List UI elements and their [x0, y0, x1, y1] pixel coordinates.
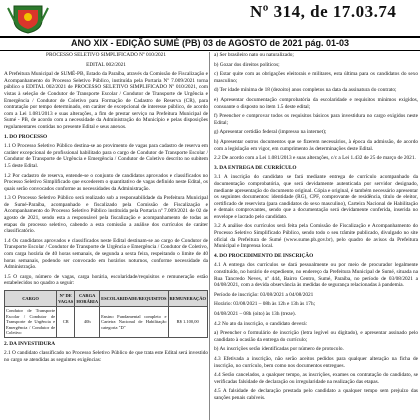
- table-cell: Ensino Fundamental completo e Carteira Nacional de Habilitação categoria "D": [100, 307, 168, 338]
- masthead: [0, 0, 420, 38]
- list-item: f) Preencher e comprovar todos os requisitos básicos para investidura no cargo exigidos neste Edital;: [214, 113, 418, 126]
- process-title: PROCESSO SELETIVO SIMPLIFICADO Nº 010/2021: [46, 52, 166, 58]
- list-item: e) Apresentar documentação comprobatória da escolaridade e requisitos mínimos exigidos, consoante o disposto no item 1.5 deste edital;: [214, 96, 418, 110]
- table-cell: R$ 1.100,00: [168, 307, 208, 338]
- list-item: a) Ser brasileiro nato ou naturalizado;: [214, 52, 294, 58]
- table-header-cell: Nº DE VAGAS: [57, 291, 75, 307]
- paragraph: 2.1 O candidato classificado no Processo Seletivo Público de que trata este Edital será investido no cargo se atendidas as seguintes exigências:: [4, 350, 208, 363]
- table-header-cell: ESCOLARIDADE/REQUISITOS: [100, 291, 168, 307]
- section-heading: 2. DA INVESTIDURA: [4, 340, 56, 347]
- table-cell: Condutor de Transporte Escolar / Condutor de Transporte de Urgência e Emergência / Condutor de Coletivo: [6, 308, 56, 335]
- section-heading: 1. DO PROCESSO: [4, 133, 48, 140]
- list-item: d) Ter idade mínima de 18 (dezoito) anos completos na data da assinatura do contrato;: [214, 87, 397, 94]
- paragraph: 4.5 A falsidade de declaração prestada pelo candidato a qualquer tempo sem prejuízo das sanções penais cabíveis.: [214, 388, 418, 401]
- section-heading: 3. DA ENTREGA DE CURRÍCULO: [214, 164, 297, 171]
- inscription-period: Período de inscrição: 03/08/2021 a 04/08/2021: [214, 291, 314, 298]
- table-row: [5, 307, 208, 338]
- paragraph: 1.5 O cargo, número de vagas, carga horária, escolaridade/requisitos e remuneração estão estabelecidos no quadro a seguir:: [4, 273, 208, 287]
- table-header-row: [5, 291, 208, 307]
- paragraph: 3.1 A inscrição do candidato se fará mediante entrega de currículo acompanhado da documentação comprobatória, que será devidamente autenticada por servidor designado, mediante apresentação do documento original. Cópia e original, é também necessário apresentar os seguintes documentos: identidade (RG), CPF, comprovante de residência, título de eleitor, certificado de reservista (para candidatos do sexo masculino), Carteira Nacional de Habilitação e demais comprovantes, sendo que a documentação será devidamente conferida, inserida no envelope e lacrado pelo candidato.: [214, 174, 418, 220]
- table-header-cell: REMUNERAÇÃO: [168, 291, 208, 307]
- edital-title: EDITAL 002/2021: [86, 61, 126, 68]
- paragraph: 4.4 Serão cancelados, a qualquer tempo, as inscrições, exames ou contratação do candidato, se verificadas falsidade de declaração ou irregularidade na realização das etapas.: [214, 372, 418, 385]
- intro-paragraph: A Prefeitura Municipal de SUMÉ-PB, Estado da Paraíba, através da Comissão de Fiscalização e Acompanhamento do Processo Seletivo Público, instituída pela Portaria Nº 7.009/2021 torna público o EDITAL 002/2021 de PROCESSO SELETIVO SIMPLIFICADO Nº 010/2021, com vistas à seleção de Condutor de Transporte Escolar / Condutor de Transporte de Urgência e Emergência / Condutor de Coletivo para Formação de Cadastro de Reserva (CR), para contratação por tempo determinado, em caráter de excepcional de interesse público, de acordo com a Lei 1.081/2013 e suas alterações, a fim de prestar serviço na Prefeitura Municipal de Sumé - PB, de acordo com a necessidade da Administração do Município e pelas disposições regulamentares contidas no presente Edital e seus anexos.: [4, 71, 208, 130]
- list-item: c) Estar quite com as obrigações eleitorais e militares, esta última para os candidatos do sexo masculino;: [214, 71, 418, 84]
- lei-number: Nº 314, de 17.03.74: [250, 2, 397, 21]
- list-item: a) Preencher o formulário de inscrição (letra legível ou digitado), e apresentar assinado pelo candidato à ocasião da entrega do currículo;: [214, 330, 418, 343]
- edition-line: ANO XIX - EDIÇÃO SUMÉ (PB) 03 de AGOSTO de 2021 pág. 01-03: [0, 38, 420, 51]
- list-item: b) As inscrições serão identificadas por número de protocolo.: [214, 346, 344, 353]
- inscription-hours: Horário: 03/08/2021 – 08h às 12h e 13h às 17h;: [214, 301, 316, 308]
- paragraph: 1.4 Os candidatos aprovados e classificados neste Edital destinam-se ao cargo de Condutor de Transporte Escolar / Condutor de Transporte de Urgência e Emergência / Condutor de Coletivo, com carga horária de 40 horas semanais, de segunda a sexta feira, respeitando o limite de 40 horas semanais, podendo ser convocado em horários noturnos, conforme necessidade da Administração.: [4, 237, 208, 271]
- paragraph: 1.1 O Processo Seletivo Público destina-se ao provimento de vagas para cadastro de reserva em caráter excepcional de profissional habilitado para o cargo de Condutor de Transporte Escolar / Condutor de Transporte de Urgência e Emergência / Condutor de Coletivo descrito no subitem 1.5 deste Edital.: [4, 143, 208, 169]
- table-cell: CR: [57, 307, 75, 338]
- column-divider: [209, 52, 210, 420]
- right-column: [214, 52, 418, 405]
- table-header-cell: CARGA HORÁRIA: [75, 291, 100, 307]
- paragraph: 2.2 De acordo com a Lei 1.081/2013 e suas alterações, c/c a Lei 1.432 de 25 de março de 2021.: [214, 155, 416, 162]
- paragraph: 3.2 A análise dos currículos será feita pela Comissão de Fiscalização e Acompanhamento do Processo Seletivo Simplificado Público, sendo todo o seu trâmite publicado, divulgado no site oficial da Prefeitura de Sumé (www.sume.pb.gov.br), pelo quadro de avisos da Prefeitura Municipal e Imprensa local.: [214, 223, 418, 250]
- inscription-hours: 04/08/2021 – 08h (oito) às 13h (treze).: [214, 311, 296, 317]
- paragraph: 4.3 Efetivada a inscrição, não serão aceitos pedidos para qualquer alteração na ficha de inscrição, no currículo, bem como nos documentos entregues.: [214, 355, 418, 369]
- paragraph: 4.1 A entrega dos currículos se dará pessoalmente ou por meio de procurador legalmente constituído, no horário de expediente, no endereço da Prefeitura Municipal de Sumé, situada na Rua Tancredo Neves, nº 444, Bairro Centro, Sumé, Paraíba, no período de 03/08/2021 a 04/08/2021, com a devida observância às medidas de segurança relacionadas à pandemia.: [214, 262, 418, 289]
- municipal-crest-icon: [6, 2, 50, 34]
- table-cell: 40h: [75, 307, 100, 338]
- section-heading: 4. DO PROCEDIMENTO DE INSCRIÇÃO: [214, 252, 314, 259]
- table-header-cell: CARGO: [5, 291, 57, 307]
- list-item: h) Apresentar outros documentos que se fizerem necessários, à época da admissão, de acordo com a legislação em vigor, em cumprimento às determinações deste Edital.: [214, 138, 418, 152]
- paragraph: 4.2 No ato da inscrição, o candidato deverá:: [214, 320, 308, 327]
- left-column: [4, 52, 208, 366]
- list-item: g) Apresentar certidão federal (impresso na internet);: [214, 129, 327, 136]
- positions-table: [4, 290, 208, 338]
- paragraph: 1.2 Por cadastro de reserva, entende-se o conjunto de candidatos aprovados e classificados no Processo Seletivo Simplificado que excederem o quantitativo de vagas definido neste Edital, os quais serão convocados conforme as necessidades da Administração.: [4, 172, 208, 192]
- paragraph: 1.3 O Processo Seletivo Público será realizado sob a responsabilidade da Prefeitura Municipal de Sumé-Paraíba, acompanhado e fiscalizado pela Comissão de Fiscalização e Acompanhamento do Processo Seletivo Público instituída pela Portaria nº 7.009/2021 de 02 de agosto de 2021, sendo esta a responsável pela fiscalização e acompanhamento de todas as etapas do processo seletivo, cabendo a esta comissão a análise dos currículos de caráter classificatório.: [4, 195, 208, 235]
- list-item: b) Gozar dos direitos políticos;: [214, 61, 280, 68]
